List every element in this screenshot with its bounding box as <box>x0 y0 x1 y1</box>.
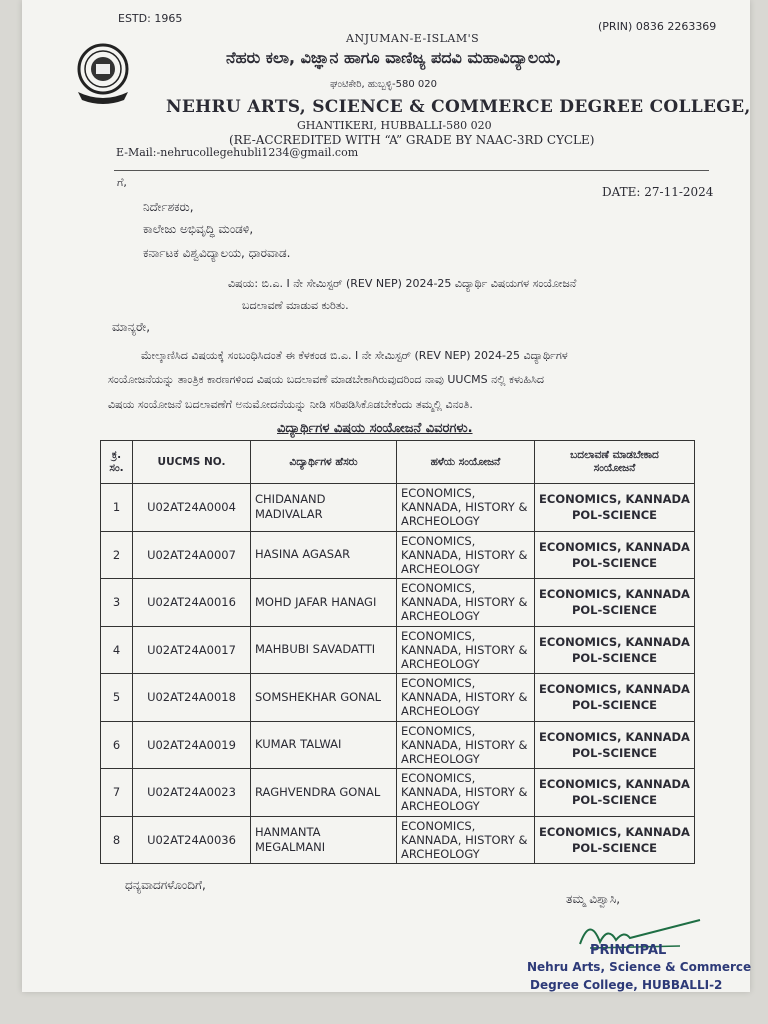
old-combination-cell: ECONOMICS, KANNADA, HISTORY & ARCHEOLOGY <box>397 721 535 769</box>
yours-faithfully: ತಮ್ಮ ವಿಶ್ವಾಸಿ, <box>566 892 621 906</box>
body-line: ವಿಷಯ ಸಂಯೋಜನೆ ಬದಲಾವಣೆಗೆ ಅನುಮೋದನೆಯನ್ನು ನೀಡಿ ಸರಿಪಡಿಸಿಕೊಡಬೇಕೆಂದು ತಮ್ಮಲ್ಲಿ ವಿನಂತಿ. <box>108 398 473 411</box>
body-line: ಸಂಯೋಜನೆಯನ್ನು ತಾಂತ್ರಿಕ ಕಾರಣಗಳಿಂದ ವಿಷಯ ಬದಲಾವಣೆ ಮಾಡಬೇಕಾಗಿರುವುದರಿಂದ ನಾವು UUCMS ನಲ್ಲಿ ಕಳುಹಿಸಿದ <box>108 373 544 386</box>
new-combination-cell: ECONOMICS, KANNADA POL-SCIENCE <box>535 816 695 864</box>
serial-cell: 3 <box>101 579 133 627</box>
old-combination-cell: ECONOMICS, KANNADA, HISTORY & ARCHEOLOGY <box>397 816 535 864</box>
table-row <box>101 721 695 769</box>
new-combination-cell: ECONOMICS, KANNADA POL-SCIENCE <box>535 721 695 769</box>
table-row <box>101 674 695 722</box>
subject-line: ಬದಲಾವಣೆ ಮಾಡುವ ಕುರಿತು. <box>242 299 349 312</box>
table-row <box>101 816 695 864</box>
addressee-line: ನಿರ್ದೇಶಕರು, <box>143 200 194 214</box>
uucms-cell: U02AT24A0019 <box>133 721 251 769</box>
new-combination-cell: ECONOMICS, KANNADA POL-SCIENCE <box>535 674 695 722</box>
society-name: ANJUMAN-E-ISLAM'S <box>346 32 480 45</box>
college-name-kannada: ನೆಹರು ಕಲಾ, ವಿಜ್ಞಾನ ಹಾಗೂ ವಾಣಿಜ್ಯ ಪದವಿ ಮಹಾವಿದ್ಯಾಲಯ, <box>226 48 562 67</box>
letter-to: ಗೆ, <box>117 176 127 189</box>
table-row <box>101 769 695 817</box>
new-combination-cell: ECONOMICS, KANNADA POL-SCIENCE <box>535 769 695 817</box>
uucms-cell: U02AT24A0016 <box>133 579 251 627</box>
principal-title: PRINCIPAL <box>590 943 667 958</box>
old-combination-cell: ECONOMICS, KANNADA, HISTORY & ARCHEOLOGY <box>397 674 535 722</box>
student-name-cell: HANMANTA MEGALMANI <box>251 816 397 864</box>
uucms-cell: U02AT24A0017 <box>133 626 251 674</box>
student-name-cell: KUMAR TALWAI <box>251 721 397 769</box>
serial-cell: 1 <box>101 484 133 532</box>
header-divider <box>114 170 709 171</box>
body-line: ಮೇಲ್ಕಾಣಿಸಿದ ವಿಷಯಕ್ಕೆ ಸಂಬಂಧಿಸಿದಂತೆ ಈ ಕೆಳಕಂಡ ಬಿ.ಎ. I ನೇ ಸೇಮಿಸ್ಟರ್ (REV NEP) 2024-25 ವಿದ್ಯಾರ್ಥಿಗಳ <box>141 349 568 362</box>
serial-cell: 8 <box>101 816 133 864</box>
table-header-row <box>101 441 695 484</box>
student-name-cell: SOMSHEKHAR GONAL <box>251 674 397 722</box>
subject-line: ವಿಷಯ: ಬಿ.ಎ. I ನೇ ಸೇಮಿಸ್ಟರ್ (REV NEP) 2024-25 ವಿದ್ಯಾರ್ಥಿ ವಿಷಯಗಳ ಸಂಯೋಜನೆ <box>228 277 577 290</box>
new-combination-cell: ECONOMICS, KANNADA POL-SCIENCE <box>535 531 695 579</box>
table-title: ವಿದ್ಯಾರ್ಥಿಗಳ ವಿಷಯ ಸಂಯೋಜನೆ ವಿವರಗಳು. <box>277 421 473 436</box>
stamp-college-line: Degree College, HUBBALLI-2 <box>530 978 723 992</box>
new-combination-cell: ECONOMICS, KANNADA POL-SCIENCE <box>535 484 695 532</box>
old-combination-cell: ECONOMICS, KANNADA, HISTORY & ARCHEOLOGY <box>397 579 535 627</box>
stamp-college-line: Nehru Arts, Science & Commerce <box>527 960 752 974</box>
college-address-english: GHANTIKERI, HUBBALLI-580 020 <box>297 119 492 132</box>
new-combination-cell: ECONOMICS, KANNADA POL-SCIENCE <box>535 626 695 674</box>
college-name-english: NEHRU ARTS, SCIENCE & COMMERCE DEGREE COLLEGE, <box>166 97 751 117</box>
header-new-combination: ಬದಲಾವಣೆ ಮಾಡಬೇಕಾದ ಸಂಯೋಜನೆ <box>535 441 695 484</box>
header-name: ವಿದ್ಯಾರ್ಥಿಗಳ ಹೆಸರು <box>251 441 397 484</box>
college-email: E-Mail:-nehrucollegehubli1234@gmail.com <box>116 146 359 159</box>
old-combination-cell: ECONOMICS, KANNADA, HISTORY & ARCHEOLOGY <box>397 484 535 532</box>
closing: ಧನ್ಯವಾದಗಳೊಂದಿಗೆ, <box>125 878 206 892</box>
uucms-cell: U02AT24A0023 <box>133 769 251 817</box>
college-emblem-icon <box>74 42 132 104</box>
header-serial: ಕ್ರ. ಸಂ. <box>101 441 133 484</box>
new-combination-cell: ECONOMICS, KANNADA POL-SCIENCE <box>535 579 695 627</box>
old-combination-cell: ECONOMICS, KANNADA, HISTORY & ARCHEOLOGY <box>397 769 535 817</box>
salutation: ಮಾನ್ಯರೇ, <box>112 320 151 334</box>
serial-cell: 4 <box>101 626 133 674</box>
student-name-cell: MOHD JAFAR HANAGI <box>251 579 397 627</box>
student-name-cell: MAHBUBI SAVADATTI <box>251 626 397 674</box>
student-name-cell: CHIDANAND MADIVALAR <box>251 484 397 532</box>
uucms-cell: U02AT24A0004 <box>133 484 251 532</box>
letter-date: DATE: 27-11-2024 <box>602 185 714 199</box>
serial-cell: 5 <box>101 674 133 722</box>
uucms-cell: U02AT24A0018 <box>133 674 251 722</box>
header-old-combination: ಹಳೆಯ ಸಂಯೋಜನೆ <box>397 441 535 484</box>
accreditation-note: (RE-ACCREDITED WITH “A” GRADE BY NAAC-3RD CYCLE) <box>229 133 595 147</box>
student-combination-table <box>100 440 695 864</box>
addressee-line: ಕಾಲೇಜು ಅಭಿವೃದ್ಧಿ ಮಂಡಳಿ, <box>143 222 254 236</box>
uucms-cell: U02AT24A0036 <box>133 816 251 864</box>
table-row <box>101 579 695 627</box>
old-combination-cell: ECONOMICS, KANNADA, HISTORY & ARCHEOLOGY <box>397 626 535 674</box>
serial-cell: 7 <box>101 769 133 817</box>
college-address-kannada: ಘಂಟಿಕೇರಿ, ಹುಬ್ಬಳ್ಳಿ-580 020 <box>330 79 437 90</box>
established-year: ESTD: 1965 <box>118 12 183 25</box>
serial-cell: 2 <box>101 531 133 579</box>
serial-cell: 6 <box>101 721 133 769</box>
student-name-cell: HASINA AGASAR <box>251 531 397 579</box>
uucms-cell: U02AT24A0007 <box>133 531 251 579</box>
header-uucms: UUCMS NO. <box>133 441 251 484</box>
table-row <box>101 531 695 579</box>
addressee-line: ಕರ್ನಾಟಕ ವಿಶ್ವವಿದ್ಯಾಲಯ, ಧಾರವಾಡ. <box>143 246 291 260</box>
principal-phone: (PRIN) 0836 2263369 <box>598 20 717 33</box>
old-combination-cell: ECONOMICS, KANNADA, HISTORY & ARCHEOLOGY <box>397 531 535 579</box>
table-row <box>101 626 695 674</box>
student-name-cell: RAGHVENDRA GONAL <box>251 769 397 817</box>
table-row <box>101 484 695 532</box>
